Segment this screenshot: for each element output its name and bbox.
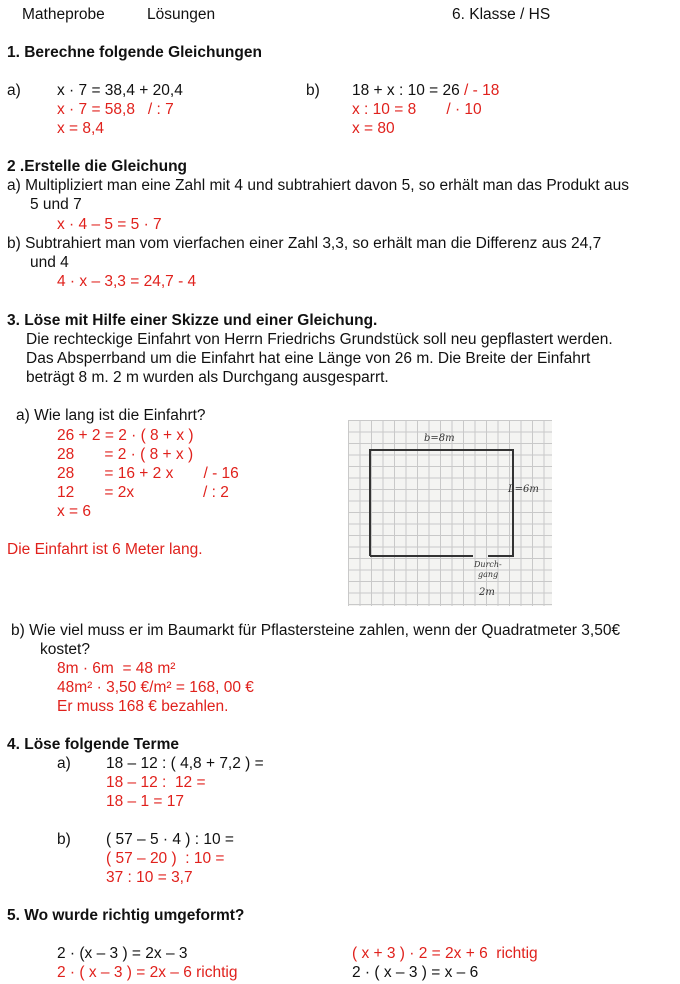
sketch-gap-label: Durch- (474, 560, 502, 569)
s3-b-line: 48m² · 3,50 €/m² = 168, 00 € (57, 679, 254, 696)
s4-a-label: a) (57, 755, 71, 772)
sketch-gap-label2: gang (478, 570, 499, 579)
s4-a-expression: 18 – 12 : ( 4,8 + 7,2 ) = (106, 755, 264, 772)
s5-left-equation2: 2 · ( x – 3 ) = 2x – 6 richtig (57, 964, 238, 981)
s3-a-question: a) Wie lang ist die Einfahrt? (16, 407, 206, 424)
s3-a-line: 26 + 2 = 2 · ( 8 + x ) (57, 427, 194, 444)
s1-a-step1: x · 7 = 58,8 / : 7 (57, 101, 174, 118)
s3-b-question-line1: b) Wie viel muss er im Baumarkt für Pflastersteine zahlen, wenn der Quadratmeter 3,50€ (11, 622, 621, 639)
s1-b-equation-op: / - 18 (459, 82, 500, 99)
s4-b-line: 37 : 10 = 3,7 (106, 869, 193, 886)
s4-a-line: 18 – 1 = 17 (106, 793, 184, 810)
sketch-width-label: b=8m (424, 433, 455, 444)
s2-a-text-line1: a) Multipliziert man eine Zahl mit 4 und subtrahiert davon 5, so erhält man das Produkt aus (7, 177, 630, 194)
s1-b-step2: x = 80 (352, 120, 395, 137)
sketch-gap-value: 2m (479, 587, 495, 598)
s4-b-label: b) (57, 831, 71, 848)
header-solutions: Lösungen (147, 6, 216, 23)
s5-right-equation1: ( x + 3 ) · 2 = 2x + 6 richtig (352, 945, 538, 962)
section-1-heading: 1. Berechne folgende Gleichungen (7, 44, 262, 61)
s3-text-line2: Das Absperrband um die Einfahrt hat eine Länge von 26 m. Die Breite der Einfahrt (26, 350, 591, 367)
s2-b-answer: 4 · x – 3,3 = 24,7 - 4 (57, 273, 197, 290)
s3-b-question-line2: kostet? (40, 641, 90, 658)
s3-text-line1: Die rechteckige Einfahrt von Herrn Friedrichs Grundstück soll neu gepflastert werden. (26, 331, 613, 348)
s2-a-answer: x · 4 – 5 = 5 · 7 (57, 216, 162, 233)
s1-a-step2: x = 8,4 (57, 120, 104, 137)
driveway-sketch (348, 420, 552, 606)
s2-a-text-line2: 5 und 7 (30, 196, 82, 213)
s2-b-text-line1: b) Subtrahiert man vom vierfachen einer Zahl 3,3, so erhält man die Differenz aus 24,7 (7, 235, 602, 252)
section-3-heading: 3. Löse mit Hilfe einer Skizze und einer Gleichung. (7, 312, 378, 329)
sketch-length-label: L=6m (508, 484, 539, 495)
s3-b-line: 8m · 6m = 48 m² (57, 660, 176, 677)
s1-a-label: a) (7, 82, 21, 99)
s4-a-line: 18 – 12 : 12 = (106, 774, 206, 791)
s3-b-answer: Er muss 168 € bezahlen. (57, 698, 229, 715)
section-5-heading: 5. Wo wurde richtig umgeformt? (7, 907, 245, 924)
s4-b-line: ( 57 – 20 ) : 10 = (106, 850, 225, 867)
s3-a-answer: Die Einfahrt ist 6 Meter lang. (7, 541, 203, 558)
section-4-heading: 4. Löse folgende Terme (7, 736, 179, 753)
s3-a-line: 28 = 16 + 2 x / - 16 (57, 465, 239, 482)
s1-b-equation (352, 82, 499, 100)
sketch-rectangle (348, 420, 552, 606)
s3-text-line3: beträgt 8 m. 2 m wurden als Durchgang ausgesparrt. (26, 369, 389, 386)
s5-left-equation1: 2 · (x – 3 ) = 2x – 3 (57, 945, 188, 962)
s4-b-expression: ( 57 – 5 · 4 ) : 10 = (106, 831, 234, 848)
header-title: Matheprobe (22, 6, 105, 23)
s5-right-equation2: 2 · ( x – 3 ) = x – 6 (352, 964, 479, 981)
s1-b-equation-text: 18 + x : 10 = 26 (352, 82, 460, 99)
section-2-heading: 2 .Erstelle die Gleichung (7, 158, 188, 175)
s1-a-equation: x · 7 = 38,4 + 20,4 (57, 82, 183, 99)
header-grade: 6. Klasse / HS (452, 6, 551, 23)
s2-b-text-line2: und 4 (30, 254, 69, 271)
s1-b-step1: x : 10 = 8 / · 10 (352, 101, 482, 118)
s3-a-line: x = 6 (57, 503, 92, 520)
s3-a-line: 12 = 2x / : 2 (57, 484, 229, 501)
s3-a-line: 28 = 2 · ( 8 + x ) (57, 446, 194, 463)
s1-b-label: b) (306, 82, 320, 99)
